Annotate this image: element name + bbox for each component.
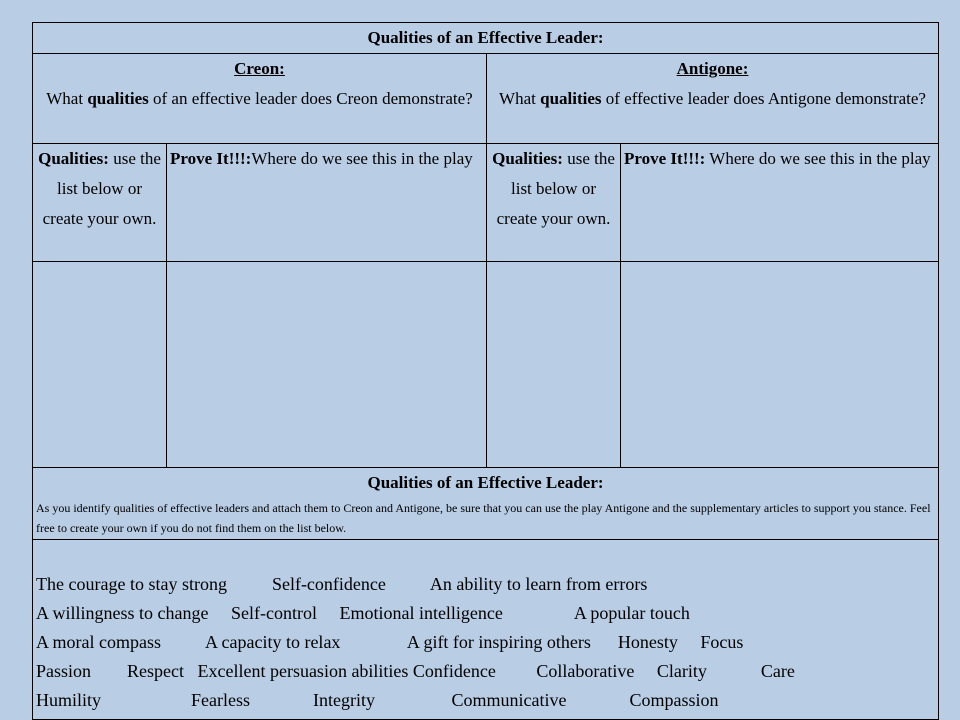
antigone-qualities-heading: Qualities: use the list below or create your own.: [487, 144, 621, 262]
list-item: The courage to stay strong Self-confidence An ability to learn from errors: [36, 574, 648, 594]
qualities-list: [33, 540, 939, 720]
list-item: Passion Respect Excellent persuasion abilities Confidence Collaborative Clarity Care: [36, 661, 795, 681]
leader-qualities-table: [32, 22, 939, 720]
footer-section: [33, 468, 939, 540]
creon-question: What qualities of an effective leader does Creon demonstrate?: [46, 89, 473, 108]
footer-title: Qualities of an Effective Leader:: [367, 473, 604, 492]
footer-instructions: As you identify qualities of effective leaders and attach them to Creon and Antigone, be sure that you can use the play Antigone and the supplementary articles to support you stance. Feel free to create your own if you do not find them on the list below.: [36, 501, 931, 535]
antigone-header: [487, 54, 939, 144]
antigone-question: What qualities of effective leader does Antigone demonstrate?: [499, 89, 926, 108]
list-item: A willingness to change Self-control Emotional intelligence A popular touch: [36, 603, 690, 623]
antigone-prove-heading: Prove It!!!: Where do we see this in the play: [621, 144, 939, 262]
creon-qualities-heading: Qualities: use the list below or create your own.: [33, 144, 167, 262]
creon-name: Creon:: [234, 59, 285, 78]
creon-header: [33, 54, 487, 144]
antigone-prove-cell[interactable]: [621, 262, 939, 468]
creon-prove-heading: Prove It!!!:Where do we see this in the play: [167, 144, 487, 262]
antigone-name: Antigone:: [676, 59, 749, 78]
antigone-qualities-cell[interactable]: [487, 262, 621, 468]
list-item: A moral compass A capacity to relax A gift for inspiring others Honesty Focus: [36, 632, 744, 652]
creon-qualities-cell[interactable]: [33, 262, 167, 468]
creon-prove-cell[interactable]: [167, 262, 487, 468]
list-item: Humility Fearless Integrity Communicative Compassion: [36, 690, 719, 710]
table-title: Qualities of an Effective Leader:: [33, 23, 939, 54]
